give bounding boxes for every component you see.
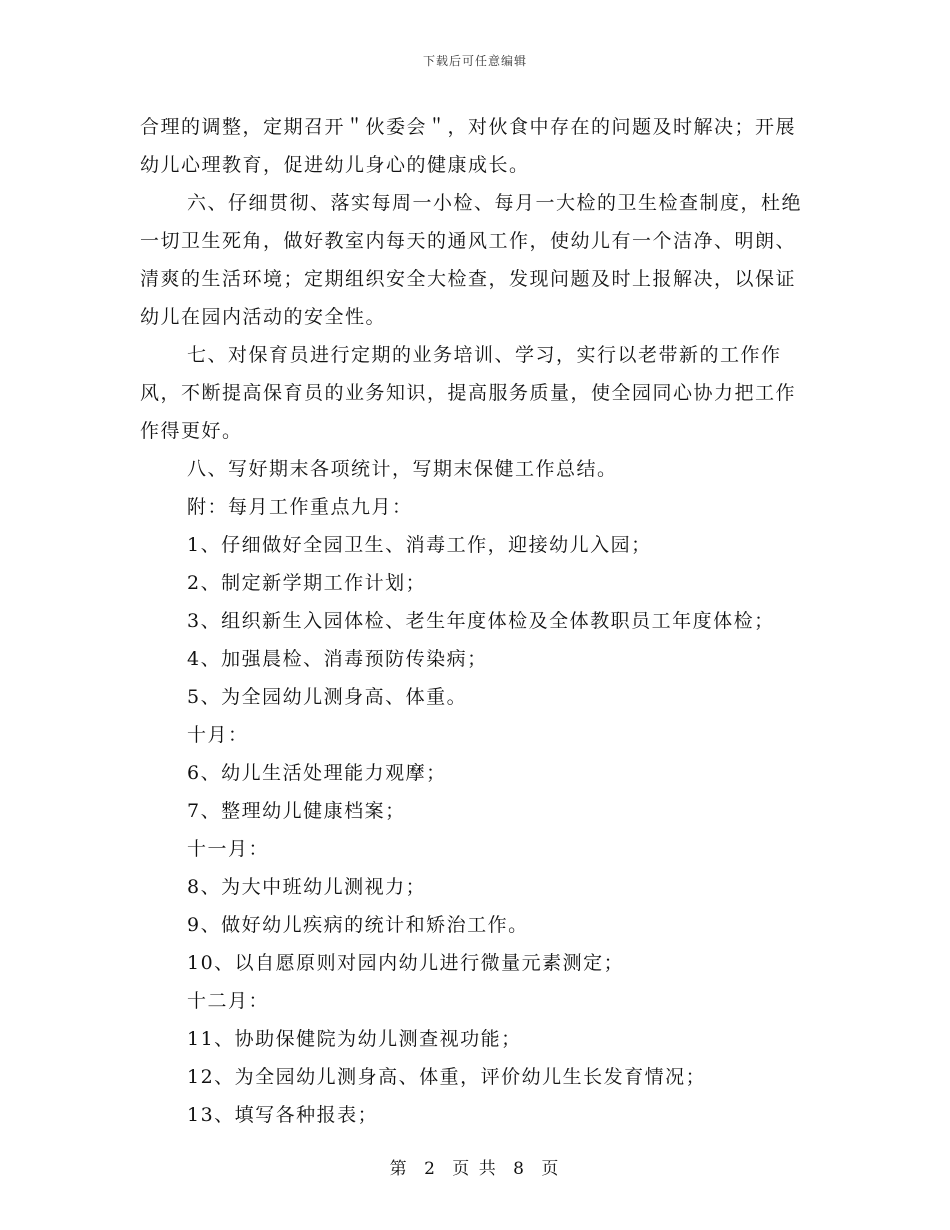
list-item: 9、做好幼儿疾病的统计和矫治工作。 xyxy=(187,914,529,936)
month-heading-december: 十二月： xyxy=(187,990,270,1012)
list-item: 12、为全园幼儿测身高、体重，评价幼儿生长发育情况； xyxy=(187,1066,707,1088)
footer-suffix: 页 xyxy=(541,1159,561,1179)
list-item: 4、加强晨检、消毒预防传染病； xyxy=(187,648,488,670)
page-footer xyxy=(0,1154,950,1179)
list-item: 1、仔细做好全园卫生、消毒工作，迎接幼儿入园； xyxy=(187,534,652,556)
month-heading-october: 十月： xyxy=(187,724,249,746)
list-item: 2、制定新学期工作计划； xyxy=(187,572,427,594)
paragraph-seven: 七、对保育员进行定期的业务培训、学习，实行以老带新的工作作风，不断提高保育员的业务知识，提高服务质量，使全园同心协力把工作作得更好。 xyxy=(140,344,797,442)
list-item: 10、以自愿原则对园内幼儿进行微量元素测定； xyxy=(187,952,625,974)
list-item: 13、填写各种报表； xyxy=(187,1104,379,1126)
page-number: 2 xyxy=(424,1159,437,1179)
footer-prefix: 第 xyxy=(389,1159,409,1179)
paragraph-continuation: 合理的调整，定期召开＂伙委会＂，对伙食中存在的问题及时解决；开展幼儿心理教育，促进幼儿身心的健康成长。 xyxy=(140,116,797,176)
list-item: 8、为大中班幼儿测视力； xyxy=(187,876,427,898)
list-item: 7、整理幼儿健康档案； xyxy=(187,800,406,822)
paragraph-six: 六、仔细贯彻、落实每周一小检、每月一大检的卫生检查制度，杜绝一切卫生死角，做好教室内每天的通风工作，使幼儿有一个洁净、明朗、清爽的生活环境；定期组织安全大检查，发现问题及时上报解决，以保证幼儿在园内活动的安全性。 xyxy=(140,192,803,328)
paragraph-eight: 八、写好期末各项统计，写期末保健工作总结。 xyxy=(187,458,618,480)
month-heading-november: 十一月： xyxy=(187,838,270,860)
page-total: 8 xyxy=(513,1159,526,1179)
page-header: 下载后可任意编辑 xyxy=(422,54,527,68)
list-item: 3、组织新生入园体检、老生年度体检及全体教职员工年度体检； xyxy=(187,610,775,632)
list-item: 6、幼儿生活处理能力观摩； xyxy=(187,762,447,784)
document-body xyxy=(140,108,805,1134)
list-item: 11、协助保健院为幼儿测查视功能； xyxy=(187,1028,522,1050)
footer-mid: 页 共 xyxy=(452,1159,498,1179)
list-item: 5、为全园幼儿测身高、体重。 xyxy=(187,686,468,708)
appendix-title: 附：每月工作重点九月： xyxy=(187,496,413,518)
